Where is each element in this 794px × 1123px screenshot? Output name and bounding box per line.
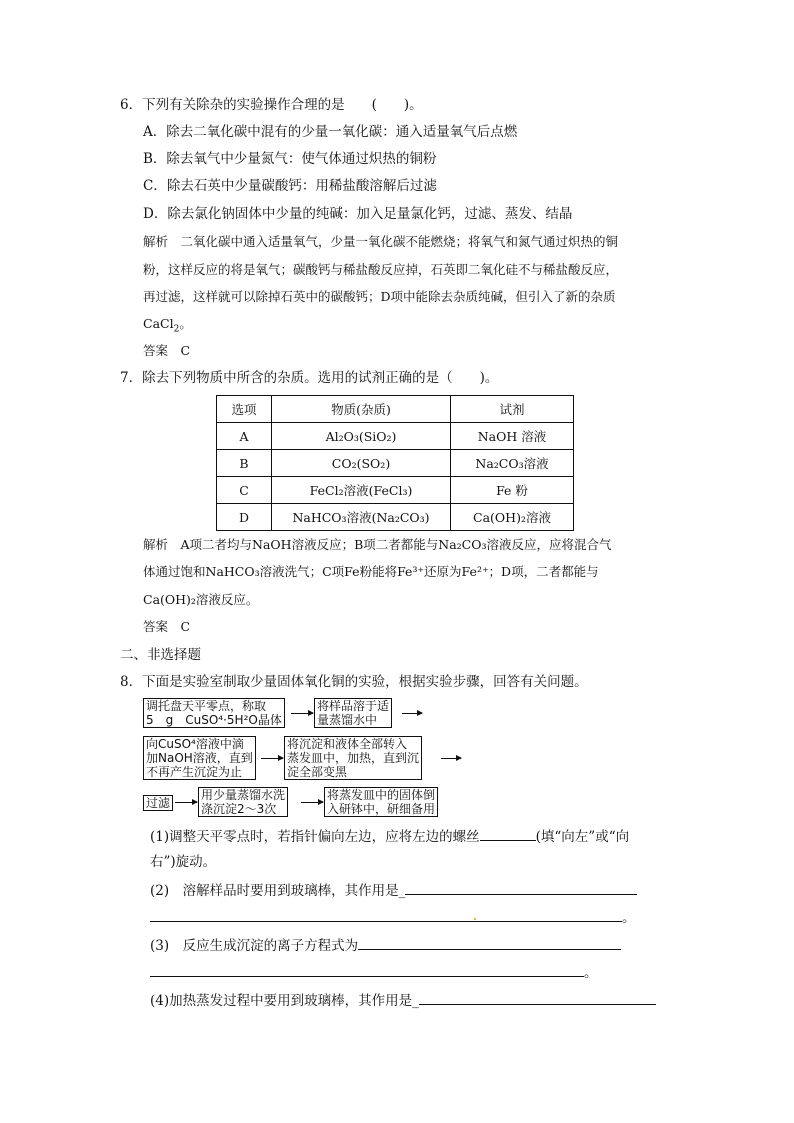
flow-arrow <box>291 713 313 714</box>
q6-stem: 6．下列有关除杂的实验操作合理的是 ( )。 <box>120 97 423 113</box>
answer-blank[interactable] <box>480 826 536 841</box>
q7-stem: 7．除去下列物质中所含的杂质。选用的试剂正确的是（ )。 <box>120 370 499 386</box>
table-row <box>217 504 574 531</box>
flow-text: 入研钵中，研细备用 <box>327 802 436 816</box>
flow-arrow <box>402 713 422 714</box>
q7-answer: 答案 C <box>143 619 191 634</box>
q7-analysis-line3: Ca(OH)₂溶液反应。 <box>143 592 259 607</box>
table-cell: C <box>217 477 272 504</box>
flow-step-weigh <box>143 698 285 728</box>
flow-arrow <box>441 758 461 759</box>
table-header: 物质(杂质) <box>272 396 451 423</box>
q6-option-b: B．除去氧气中少量氮气：使气体通过炽热的铜粉 <box>143 151 437 167</box>
q6-option-a: A．除去二氧化碳中混有的少量一氧化碳：通入适量氧气后点燃 <box>143 124 518 140</box>
flow-text: 调托盘天平零点，称取 <box>146 699 267 713</box>
q6-option-c: C．除去石英中少量碳酸钙：用稀盐酸溶解后过滤 <box>143 178 437 194</box>
table-cell: Ca(OH)₂溶液 <box>451 504 574 531</box>
q8-sub1-text: (填“向左”或“向 <box>535 829 630 845</box>
q8-sub2-line1 <box>150 880 637 900</box>
flow-text: 5 g CuSO⁴·5H²O晶体 <box>146 713 282 727</box>
flow-text: 向CuSO⁴溶液中滴 <box>146 737 244 751</box>
flow-text: 加NaOH溶液，直到 <box>146 751 253 765</box>
q8-sub1-line1 <box>150 826 629 846</box>
table-header: 试剂 <box>451 396 574 423</box>
flow-text: 涤沉淀2～3次 <box>201 802 277 816</box>
flow-text: 不再产生沉淀为止 <box>146 765 243 779</box>
q6-option-d: D．除去氯化钠固体中少量的纯碱：加入足量氯化钙，过滤、蒸发、结晶 <box>143 206 573 222</box>
table-cell: FeCl₂溶液(FeCl₃) <box>272 477 451 504</box>
flow-step-filter <box>143 795 173 811</box>
answer-blank[interactable] <box>405 880 637 895</box>
answer-blank[interactable] <box>419 990 656 1005</box>
q8-sub3-line2 <box>150 962 598 982</box>
flow-text: 过滤 <box>146 796 171 810</box>
answer-blank[interactable] <box>150 962 584 977</box>
q8-sub4-line1 <box>150 990 656 1010</box>
answer-blank[interactable] <box>150 907 622 922</box>
q7-table <box>216 395 574 531</box>
flow-text: 蒸发皿中，加热，直到沉 <box>287 751 420 765</box>
q8-sub4-text: (4)加热蒸发过程中要用到玻璃棒，其作用是_ <box>150 993 419 1009</box>
table-header-row <box>217 396 574 423</box>
flow-arrow <box>261 758 283 759</box>
table-cell: B <box>217 450 272 477</box>
q6-analysis-line2: 粉，这样反应的将是氧气；碳酸钙与稀盐酸反应掉，石英即二氧化硅不与稀盐酸反应， <box>143 262 619 277</box>
q8-sub3-text: (3) 反应生成沉淀的离子方程式为 <box>150 938 359 954</box>
flow-step-heat <box>284 736 422 780</box>
q8-sub1-line2: 右”)旋动。 <box>150 854 217 870</box>
table-cell: D <box>217 504 272 531</box>
speck <box>474 918 476 920</box>
flow-text: 将沉淀和液体全部转入 <box>287 737 408 751</box>
table-row <box>217 450 574 477</box>
table-cell: Al₂O₃(SiO₂) <box>272 423 451 450</box>
q6-analysis-line1: 解析 二氧化碳中通入适量氧气，少量一氧化碳不能燃烧；将氧气和氮气通过炽热的铜 <box>143 234 619 249</box>
q6-analysis-line3: 再过滤，这样就可以除掉石英中的碳酸钙；D项中能除去杂质纯碱，但引入了新的杂质 <box>143 289 616 304</box>
q8-sub3-line1 <box>150 935 621 955</box>
table-cell: A <box>217 423 272 450</box>
flow-text: 用少量蒸馏水洗 <box>201 788 286 802</box>
flow-arrow <box>301 802 323 803</box>
q8-stem: 8．下面是实验室制取少量固体氧化铜的实验，根据实验步骤，回答有关问题。 <box>120 674 588 690</box>
table-cell: Fe 粉 <box>451 477 574 504</box>
table-cell: NaHCO₃溶液(Na₂CO₃) <box>272 504 451 531</box>
section-heading: 二、非选择题 <box>120 647 201 663</box>
q8-sub2-line2 <box>150 907 636 927</box>
answer-blank[interactable] <box>358 935 621 950</box>
flow-text: 将蒸发皿中的固体倒 <box>327 788 436 802</box>
q8-sub3-end: 。 <box>584 965 598 981</box>
q8-sub2-text: (2) 溶解样品时要用到玻璃棒，其作用是_ <box>150 883 406 899</box>
flow-arrow <box>175 802 197 803</box>
flow-text: 量蒸馏水中 <box>317 713 378 727</box>
table-row <box>217 477 574 504</box>
q7-analysis-line2: 体通过饱和NaHCO₃溶液洗气；C项Fe粉能将Fe³⁺还原为Fe²⁺；D项，二者都能与 <box>143 564 599 579</box>
flow-text: 将样品溶于适 <box>317 699 390 713</box>
flow-step-wash <box>198 787 288 817</box>
q8-sub1-text: (1)调整天平零点时，若指针偏向左边，应将左边的螺丝 <box>150 829 480 845</box>
table-header: 选项 <box>217 396 272 423</box>
table-cell: Na₂CO₃溶液 <box>451 450 574 477</box>
table-cell: NaOH 溶液 <box>451 423 574 450</box>
q6-analysis-formula: CaCl$_2$。 <box>143 316 192 335</box>
flow-step-add-naoh <box>143 736 256 780</box>
q6-answer: 答案 C <box>143 343 191 358</box>
flow-step-grind <box>324 787 438 817</box>
table-cell: CO₂(SO₂) <box>272 450 451 477</box>
q7-analysis-line1: 解析 A项二者均与NaOH溶液反应；B项二者都能与Na₂CO₃溶液反应，应将混合气 <box>143 537 612 552</box>
flow-step-dissolve <box>314 698 392 728</box>
q8-sub2-end: 。 <box>622 910 636 926</box>
flow-text: 淀全部变黑 <box>287 765 348 779</box>
table-row <box>217 423 574 450</box>
